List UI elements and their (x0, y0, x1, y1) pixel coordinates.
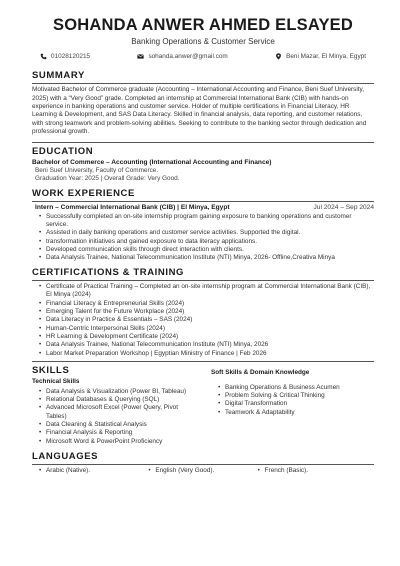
list-item: • Banking Operations & Business Acumen (225, 384, 374, 392)
languages-list (46, 467, 374, 475)
list-item: • HR Learning & Development Certificate (2024) (46, 333, 374, 341)
list-item: • Data Analysis & Visualization (Power BI, Tableau) (46, 388, 195, 396)
list-item: • Data Cleaning & Statistical Analysis (46, 421, 195, 429)
soft-skills-list (225, 384, 374, 417)
skills-heading: SKILLS (32, 364, 70, 376)
languages-heading: LANGUAGES (32, 450, 99, 462)
list-item: • Digital Transformation (225, 400, 374, 408)
certifications-list (46, 283, 374, 358)
list-item: • Data Literacy in Practice & Essentials – SAS (2024) (46, 316, 374, 324)
education-school: Beni Suef University, Faculty of Commerce. (35, 167, 159, 175)
technical-skills-list (46, 388, 195, 446)
contact-email[interactable] (137, 53, 227, 61)
candidate-name: SOHANDA ANWER AHMED ELSAYED (53, 16, 353, 34)
job-title: Intern – Commercial International Bank (CIB) | El Minya, Egypt (35, 204, 230, 212)
list-item: • Developed communication skills through direct interaction with clients. (46, 246, 374, 254)
email-text[interactable]: sohanda.anwer@gmail.com (148, 52, 228, 60)
technical-skills-column (32, 377, 195, 446)
list-item: • Financial Literacy & Entrepreneurial Skills (2024) (46, 300, 374, 308)
list-item: • Assisted in daily banking operations and customer service activities. Supported the digital. (46, 229, 374, 237)
list-item: • Human-Centric Interpersonal Skills (2024) (46, 325, 374, 333)
list-item: • Emerging Talent for the Future Workplace (2024) (46, 308, 374, 316)
list-item: • Advanced Microsoft Excel (Power Query, Pivot Tables) (46, 404, 195, 421)
language-item: • French (Basic). (265, 467, 374, 475)
list-item: • Teamwork & Adaptability (225, 409, 374, 417)
language-item: • Arabic (Native). (46, 467, 155, 475)
list-item: • Labor Market Preparation Workshop | Egyptian Ministry of Finance | Feb 2026 (46, 350, 374, 358)
email-icon (137, 53, 144, 60)
list-item: • Microsoft Word & PowerPoint Proficiency (46, 438, 195, 446)
job-date: Jul 2024 – Sep 2024 (313, 204, 374, 212)
contact-phone (40, 53, 90, 61)
list-item: • Data Analysis Trainee, National Telecommunication Institute (NTI) Minya, 2026- Offline,Creativa Minya (46, 254, 374, 262)
education-details: Graduation Year: 2025 | Overall Grade: Very Good. (35, 175, 180, 183)
phone-text: 01028120215 (51, 52, 91, 60)
list-item: • Certificate of Practical Training – Completed an on-site internship program at Commercial International Bank (CIB), El Minya (2024) (46, 283, 374, 300)
list-item: • transformation initiatives and gained exposure to data literacy applications. (46, 238, 374, 246)
section-divider (32, 464, 374, 465)
certifications-heading: CERTIFICATIONS & TRAINING (32, 266, 185, 278)
phone-icon (40, 53, 47, 60)
language-item: • English (Very Good). (155, 467, 264, 475)
job-header (32, 204, 374, 213)
soft-skills-title: Soft Skills & Domain Knowledge (211, 369, 310, 377)
list-item: • Data Analysis Trainee, National Telecommunication Institute (NTI) Minya, 2026 (46, 341, 374, 349)
list-item: • Relational Databases & Querying (SQL) (46, 396, 195, 404)
section-divider (32, 201, 374, 202)
location-text: Beni Mazar, El Minya, Egypt (286, 52, 366, 60)
education-heading: EDUCATION (32, 146, 94, 158)
technical-skills-title: Technical Skills (32, 378, 80, 386)
section-divider (32, 83, 374, 84)
experience-list (46, 213, 374, 263)
education-degree: Bachelor of Commerce – Accounting (International Accounting and Finance) (32, 158, 272, 166)
candidate-role: Banking Operations & Customer Service (131, 37, 275, 47)
list-item: • Successfully completed an on-site internship program gaining exposure to banking operations and customer service. (46, 213, 374, 230)
location-pin-icon (275, 53, 282, 60)
summary-text: Motivated Bachelor of Commerce graduate (Accounting – International Accounting and Finance, Beni Suef University, 2025) with a “Very Good” grade. Completed an internship at Commercial International Bank (CIB) with hands-on experience in banking operations and customer service. Holder of multiple certifications in Financial Literacy, HR Learning & Development, and SAS Data Literacy. Skilled in financial analysis, data reporting, and customer relations, with strong teamwork and problem-solving abilities. Seeking to contribute to the banking sector through dedication and professional growth. (32, 86, 367, 135)
section-divider (32, 142, 374, 143)
section-divider (32, 280, 374, 281)
list-item: • Financial Analysis & Reporting (46, 429, 195, 437)
section-divider (32, 361, 374, 362)
soft-skills-column (205, 368, 374, 446)
experience-heading: WORK EXPERIENCE (32, 187, 135, 199)
contact-location (275, 53, 366, 61)
contact-bar (40, 53, 366, 61)
skills-columns (32, 369, 374, 446)
list-item: • Problem Solving & Critical Thinking (225, 392, 374, 400)
summary-heading: SUMMARY (32, 69, 85, 81)
